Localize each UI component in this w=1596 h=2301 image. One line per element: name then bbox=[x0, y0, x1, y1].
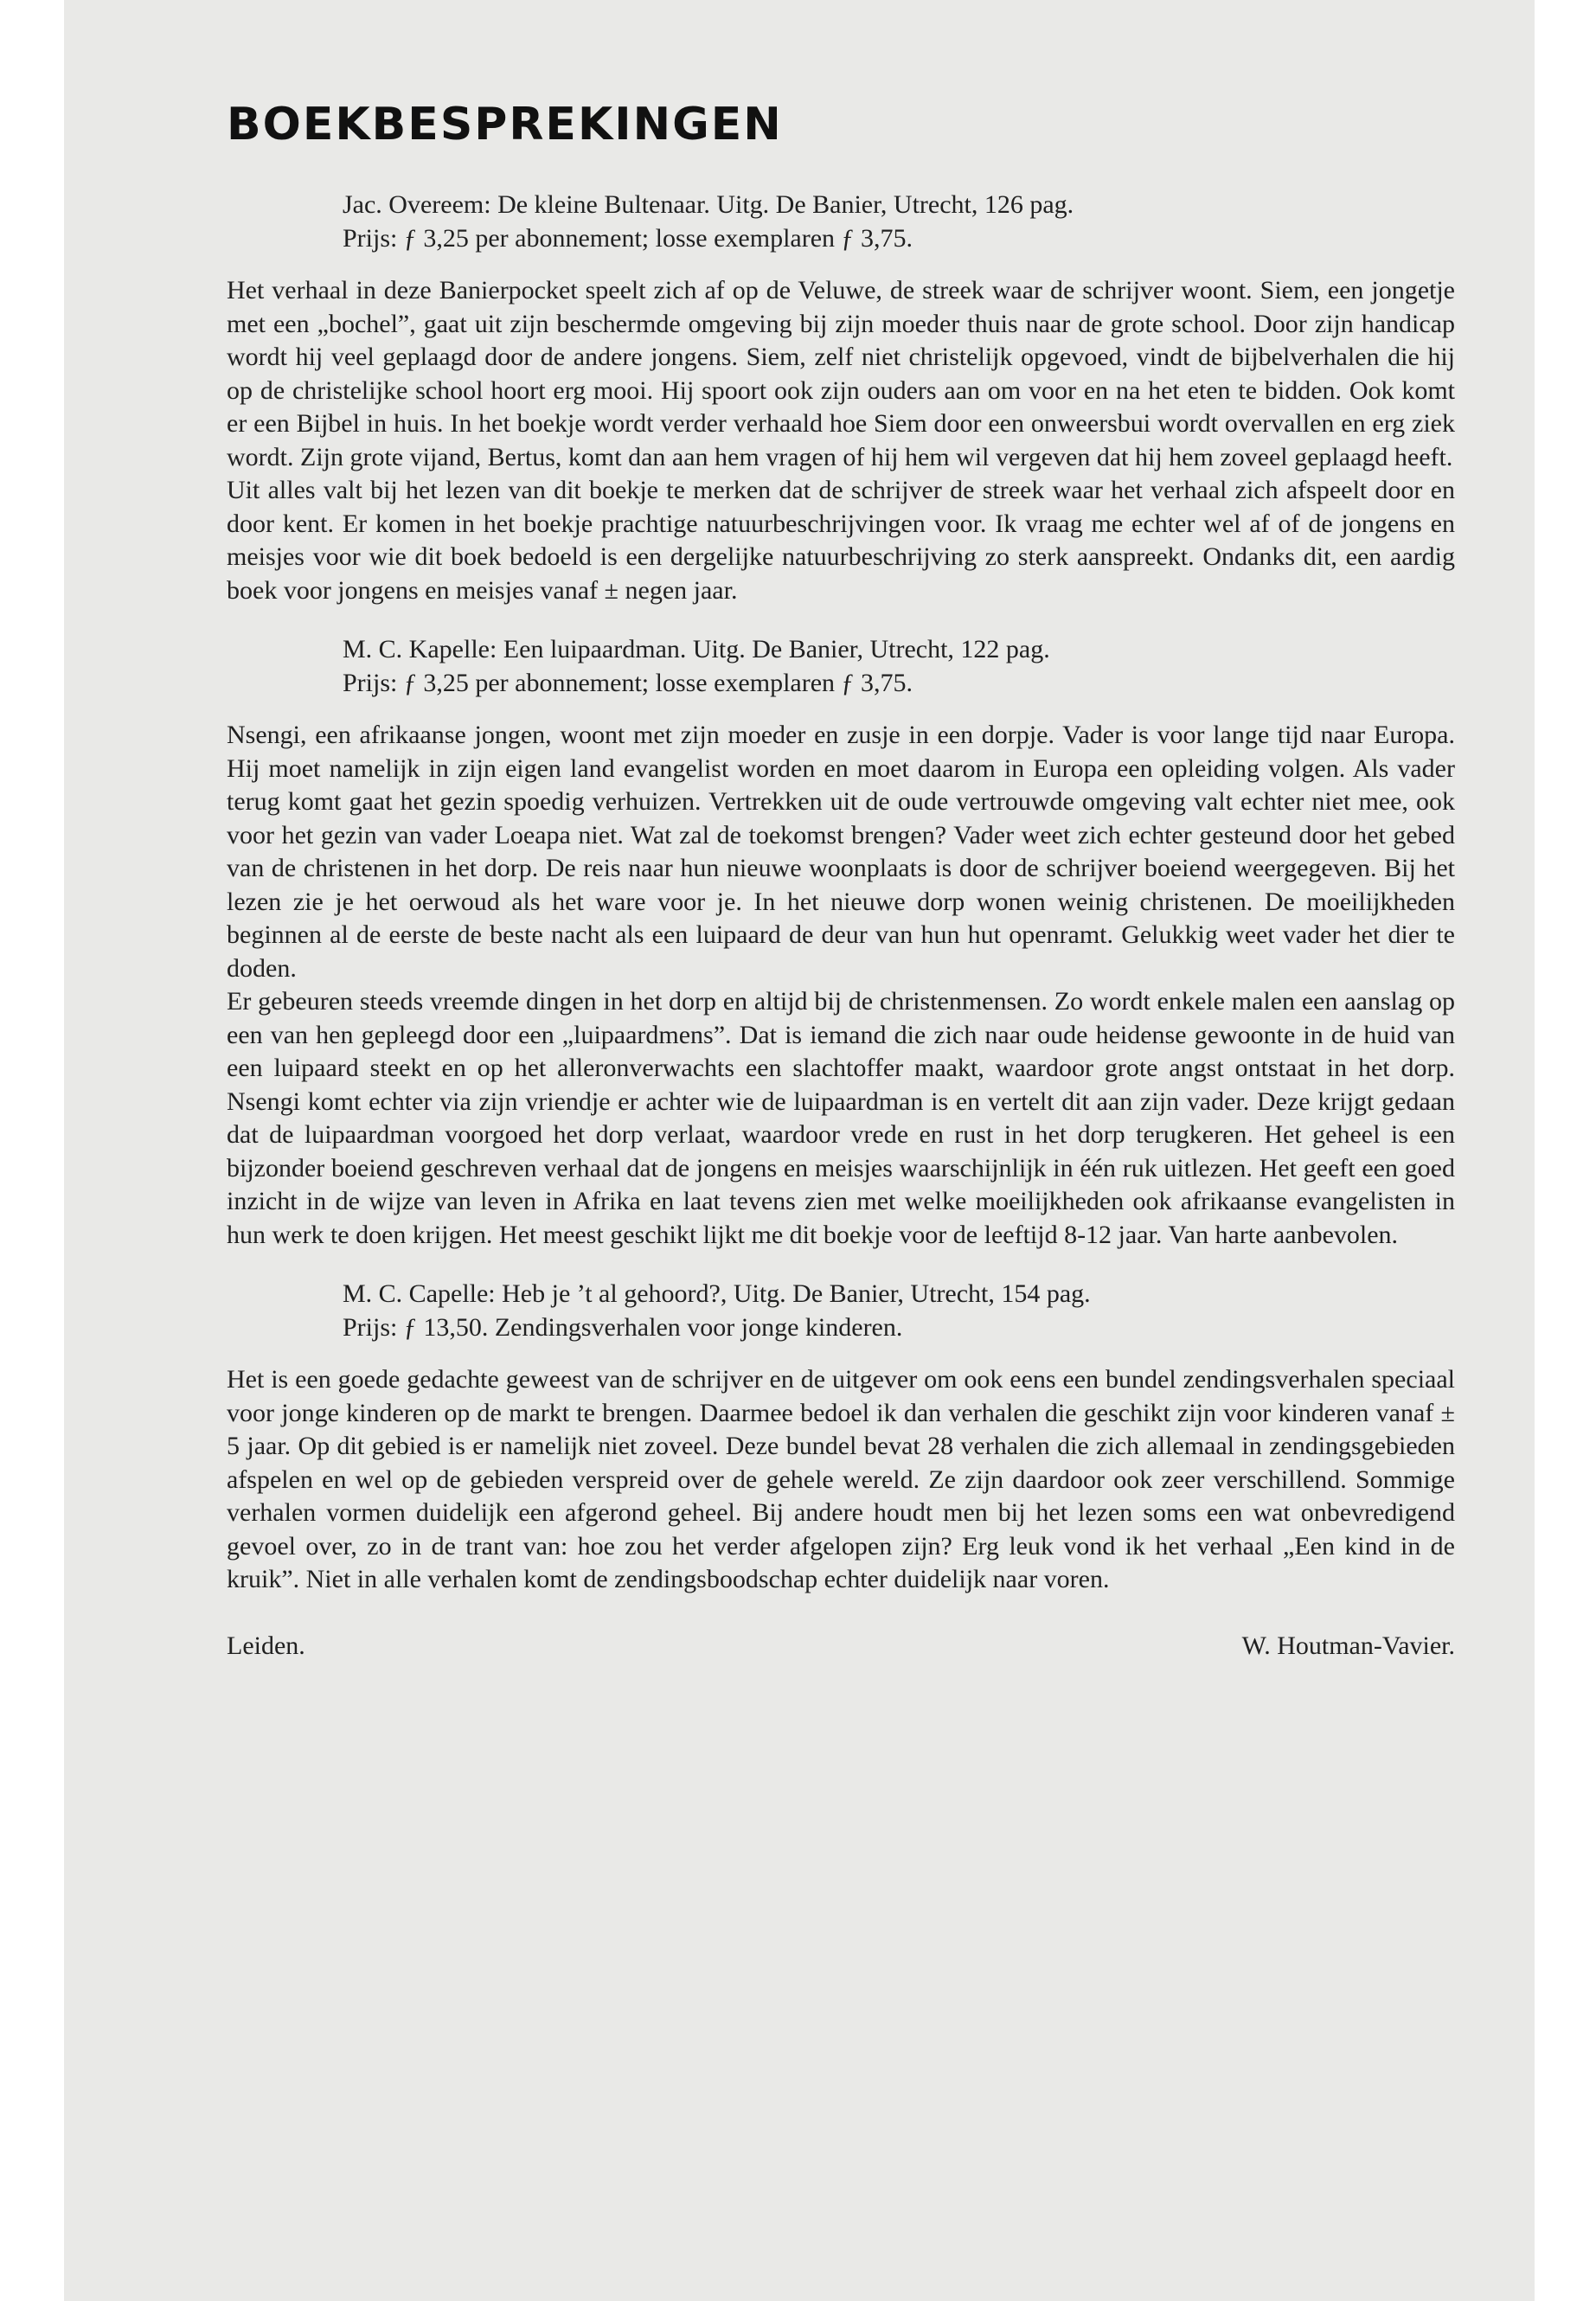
article bbox=[227, 97, 1455, 1663]
paragraph: Nsengi, een afrikaanse jongen, woont met zijn moeder en zusje in een dorpje. Vader is voor lange tijd naar Europa. Hij moet namelijk in zijn eigen land evangelist worden en moet daarom in Europa een opleiding volgen. Als vader terug komt gaat het gezin spoedig verhuizen. Vertrekken uit de oude vertrouwde omgeving valt echter niet mee, ook voor het gezin van vader Loeapa niet. Wat zal de toekomst brengen? Vader weet zich echter gesteund door het gebed van de christenen in het dorp. De reis naar hun nieuwe woonplaats is door de schrijver boeiend weergegeven. Bij het lezen zie je het oerwoud als het ware voor je. In het nieuwe dorp wonen weinig christenen. De moeilijkheden beginnen al de eerste de beste nacht als een luipaard de deur van hun hut openramt. Gelukkig weet vader het dier te doden. bbox=[227, 721, 1455, 983]
reference-line: Jac. Overeem: De kleine Bultenaar. Uitg. De Banier, Utrecht, 126 pag. bbox=[343, 190, 1074, 219]
review-3 bbox=[227, 1278, 1455, 1597]
book-reference bbox=[343, 1278, 1455, 1344]
paragraph: Het is een goede gedachte geweest van de schrijver en de uitgever om ook eens een bundel zendingsverhalen speciaal voor jonge kinderen op de markt te brengen. Daarmee bedoel ik dan verhalen die geschikt zijn voor kinderen vanaf ± 5 jaar. Op dit gebied is er namelijk niet zoveel. Deze bundel bevat 28 verhalen die zich allemaal in zendingsgebieden afspelen en wel op de gebieden verspreid over de gehele wereld. Ze zijn daardoor ook zeer verschillend. Sommige verhalen vormen duidelijk een afgerond geheel. Bij andere houdt men bij het lezen soms een wat onbevredigend gevoel over, zo in de trant van: hoe zou het verder afgelopen zijn? Erg leuk vond ik het verhaal „Een kind in de kruik”. Niet in alle verhalen komt de zendingsboodschap echter duidelijk naar voren. bbox=[227, 1365, 1455, 1593]
price-line: Prijs: ƒ 3,25 per abonnement; losse exemplaren ƒ 3,75. bbox=[343, 668, 913, 697]
review-1 bbox=[227, 189, 1455, 607]
review-2 bbox=[227, 633, 1455, 1252]
reference-line: M. C. Kapelle: Een luipaardman. Uitg. De Banier, Utrecht, 122 pag. bbox=[343, 635, 1050, 663]
book-reference bbox=[343, 633, 1455, 700]
price-line: Prijs: ƒ 13,50. Zendingsverhalen voor jonge kinderen. bbox=[343, 1312, 903, 1342]
signoff-author: W. Houtman-Vavier. bbox=[1241, 1631, 1455, 1660]
review-text bbox=[227, 274, 1455, 607]
signoff bbox=[227, 1630, 1455, 1663]
paragraph: Uit alles valt bij het lezen van dit boekje te merken dat de schrijver de streek waar het verhaal zich afspeelt door en door kent. Er komen in het boekje prachtige natuurbeschrijvingen voor. Ik vraag me echter wel af of de jongens en meisjes voor wie dit boek bedoeld is een dergelijke natuurbeschrijving zo sterk aanspreekt. Ondanks dit, een aardig boek voor jongens en meisjes vanaf ± negen jaar. bbox=[227, 476, 1455, 605]
price-line: Prijs: ƒ 3,25 per abonnement; losse exemplaren ƒ 3,75. bbox=[343, 223, 913, 253]
review-text bbox=[227, 719, 1455, 1252]
review-text bbox=[227, 1363, 1455, 1597]
paragraph: Er gebeuren steeds vreemde dingen in het dorp en altijd bij de christenmensen. Zo wordt enkele malen een aanslag op een van hen gepleegd door een „luipaardmens”. Dat is iemand die zich naar oude heidense gewoonte in de huid van een luipaard steekt en op het alleronverwachts een slachtoffer maakt, waardoor grote angst ontstaat in het dorp. Nsengi komt echter via zijn vriendje er achter wie de luipaardman is en vertelt dit aan zijn vader. Deze krijgt gedaan dat de luipaardman voorgoed het dorp verlaat, waardoor vrede en rust in het dorp terugkeren. Het geheel is een bijzonder boeiend geschreven verhaal dat de jongens en meisjes waarschijnlijk in één ruk uitlezen. Het geeft een goed inzicht in de wijze van leven in Afrika en laat tevens zien met welke moeilijkheden ook afrikaanse evangelisten in hun werk te doen krijgen. Het meest geschikt lijkt me dit boekje voor de leeftijd 8-12 jaar. Van harte aanbevolen. bbox=[227, 987, 1455, 1249]
reference-line: M. C. Capelle: Heb je ’t al gehoord?, Uitg. De Banier, Utrecht, 154 pag. bbox=[343, 1279, 1091, 1308]
book-reference bbox=[343, 189, 1455, 255]
page-title: BOEKBESPREKINGEN bbox=[227, 99, 783, 151]
paragraph: Het verhaal in deze Banierpocket speelt zich af op de Veluwe, de streek waar de schrijver woont. Siem, een jongetje met een „bochel”, gaat uit zijn beschermde omgeving bij zijn moeder thuis naar de grote school. Door zijn handicap wordt hij veel geplaagd door de andere jongens. Siem, zelf niet christelijk opgevoed, vindt de bijbelverhalen die hij op de christelijke school hoort erg mooi. Hij spoort ook zijn ouders aan om voor en na het eten te bidden. Ook komt er een Bijbel in huis. In het boekje wordt verder verhaald hoe Siem door een onweersbui wordt overvallen en erg ziek wordt. Zijn grote vijand, Bertus, komt dan aan hem vragen of hij hem wil vergeven dat hij hem zoveel geplaagd heeft. bbox=[227, 276, 1455, 471]
signoff-place: Leiden. bbox=[227, 1631, 305, 1660]
